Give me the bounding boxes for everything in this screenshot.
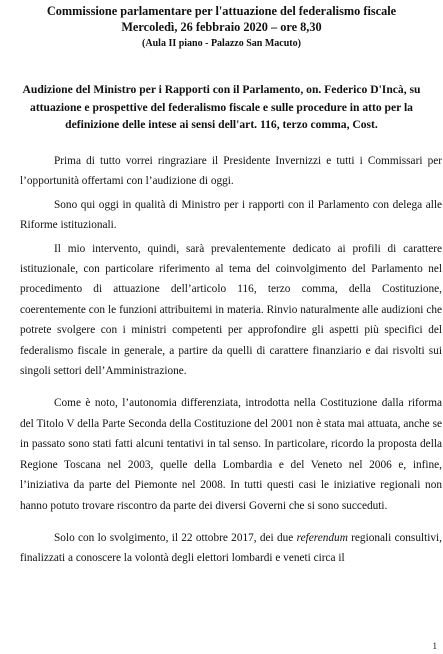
paragraph: Prima di tutto vorrei ringraziare il Presidente Invernizzi e tutti i Commissari per l’opportunità offertami con l’audizione di oggi. [20, 155, 442, 188]
document-body [20, 151, 442, 569]
italic-term: referendum [296, 531, 348, 544]
paragraph [20, 528, 442, 569]
document-header [0, 3, 443, 51]
paragraph-text: regionali consultivi, finalizzati a conoscere la volontà degli elettori lombardi e veneti circa il [20, 531, 442, 565]
commission-title: Commissione parlamentare per l'attuazione del federalismo fiscale [46, 4, 397, 18]
hearing-subject: Audizione del Ministro per i Rapporti con il Parlamento, on. Federico D'Incà, su attuazione e prospettive del federalismo fiscale e sulle procedure in atto per la definizione delle intese ai sensi dell'art. 116, terzo comma, Cost. [22, 83, 421, 131]
paragraph: Sono qui oggi in qualità di Ministro per i rapporti con il Parlamento con delega alle Riforme istituzionali. [20, 198, 442, 232]
paragraph: Come è noto, l’autonomia differenziata, introdotta nella Costituzione dalla riforma del Titolo V della Parte Seconda della Costituzione del 2001 non è stata mai attuata, anche se in passato sono stati fatti alcuni tentativi in tal senso. In particolare, ricordo la proposta della Regione Toscana nel 2003, quelle della Lombardia e del Veneto nel 2006 e, infine, l’iniziativa da parte del Piemonte nel 2008. In tutti questi casi le iniziative regionali non hanno potuto trovare riscontro da parte dei diversi Governi che si sono succeduti. [20, 397, 442, 512]
session-date-time: Mercoledì, 26 febbraio 2020 – ore 8,30 [121, 20, 322, 34]
page-number: 1 [432, 641, 437, 651]
session-location: (Aula II piano - Palazzo San Macuto) [142, 38, 301, 49]
paragraph-text: Solo con lo svolgimento, il 22 ottobre 2017, dei due [54, 531, 297, 544]
paragraph: Il mio intervento, quindi, sarà prevalentemente dedicato ai profili di carattere istituzionale, con particolare riferimento al tema del coinvolgimento del Parlamento nel procedimento di attuazione dell’articolo 116, terzo comma, della Costituzione, coerentemente con le funzioni attribuitemi in materia. Rinvio naturalmente alle audizioni che potrete svolgere con i ministri competenti per approfondire gli aspetti più specifici del federalismo fiscale in generale, a partire da quelli di carattere finanziario e dai risvolti sui singoli settori dell’Amministrazione. [20, 242, 442, 378]
